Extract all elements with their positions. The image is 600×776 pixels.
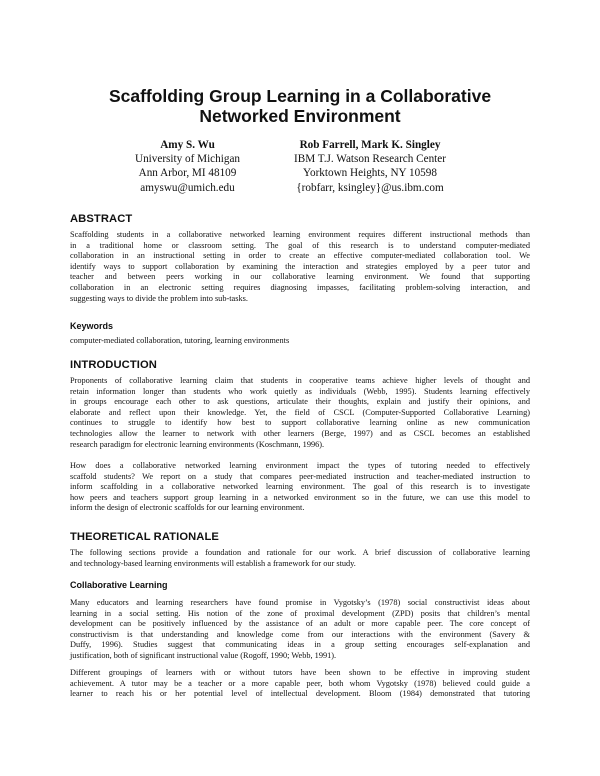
author-affiliation: University of Michigan <box>134 153 241 166</box>
text-line: The following sections provide a foundation and rationale for our work. A brief discussion of collaborative learning <box>70 548 530 557</box>
author-email: amyswu@umich.edu <box>140 181 235 194</box>
abstract-paragraph <box>70 230 530 304</box>
paper-title <box>60 86 540 126</box>
theory-heading: THEORETICAL RATIONALE <box>70 531 219 543</box>
text-line: elaborate and reflect upon their knowledge. Yet, the field of CSCL (Computer-Supported Collaborative Learning) <box>70 407 530 417</box>
text-line: learning in a social setting. His notion of the zone of proximal development (ZPD) posits that children’s mental <box>70 608 530 618</box>
keywords-text: computer-mediated collaboration, tutoring, learning environments <box>70 336 290 345</box>
author-email: {robfarr, ksingley}@us.ibm.com <box>296 181 444 194</box>
text-line: suggesting ways to divide the problem into sub-tasks. <box>70 293 248 303</box>
text-line: Scaffolding students in a collaborative networked learning environment requires different instructional methods than <box>70 230 530 239</box>
collab-paragraph-1 <box>70 598 530 662</box>
text-line: teacher and between peers working in our collaborative learning environment. We found that supporting <box>70 272 530 282</box>
text-line: in groups encourage each other to ask questions, articulate their thoughts, explain and justify their opinions, and <box>70 397 530 407</box>
text-line: constructivism is that understanding and knowledge come from our interactions with the environment (Savery & <box>70 629 530 639</box>
author-2 <box>255 138 485 195</box>
text-line: learner to reach his or her potential level of intellectual development. Bloom (1984) demonstrated that tutoring <box>70 689 530 699</box>
text-line: Duffy, 1996). Studies suggest that communicating ideas in a group setting encourages self-explanation and <box>70 640 530 650</box>
author-1 <box>120 138 255 195</box>
text-line: continues to struggle to identify how best to support collaborative learning online as new communication <box>70 418 530 428</box>
introduction-paragraph-2 <box>70 461 530 514</box>
text-line: inform scaffolding in a collaborative networked learning environment. The goal of this research is to investigate <box>70 482 530 492</box>
author-address: Yorktown Heights, NY 10598 <box>303 167 437 180</box>
text-line: and technology-based learning environments will establish a framework for our study. <box>70 558 356 568</box>
text-line: retain information longer than students who work quietly as individuals (Webb, 1995). Students learning effectively <box>70 386 530 396</box>
text-line: Different groupings of learners with or without tutors have been shown to be effective in improving student <box>70 668 530 677</box>
text-line: justification, both of significant instructional value (Rogoff, 1990; Webb, 1991). <box>70 650 337 660</box>
abstract-heading: ABSTRACT <box>70 213 133 225</box>
collaborative-learning-heading: Collaborative Learning <box>70 580 168 590</box>
text-line: How does a collaborative networked learning environment impact the types of tutoring needed to effectively <box>70 461 530 470</box>
text-line: in a traditional home or classroom setting. The goal of this research is to understand computer-mediated <box>70 240 530 250</box>
text-line: Many educators and learning researchers have found promise in Vygotsky’s (1978) social constructivist ideas about <box>70 598 530 607</box>
text-line: inform the design of electronic scaffolds for our learning environment. <box>70 503 305 513</box>
author-name: Amy S. Wu <box>160 139 215 151</box>
title-line: Networked Environment <box>199 106 401 126</box>
text-line: how peers and teachers support group learning in a networked environment so in the future, we can use this model to <box>70 492 530 502</box>
text-line: collaboration in an instructional setting in order to create an effective computer-mediated collaboration tool. We <box>70 251 530 261</box>
keywords-heading: Keywords <box>70 321 114 331</box>
text-line: Proponents of collaborative learning claim that students in cooperative teams achieve higher levels of thought and <box>70 376 530 385</box>
title-line: Scaffolding Group Learning in a Collaborative <box>108 86 492 106</box>
text-line: research paradigm for electronic learning environments (Koschmann, 1996). <box>70 439 325 449</box>
collab-paragraph-2 <box>70 668 530 700</box>
text-line: identify ways to support collaboration by examining the interaction and strategies employed by a peer tutor and <box>70 261 530 271</box>
text-line: collaboration in an electronic setting requires diagnosing impasses, facilitating problem-solving interaction, and <box>70 282 530 292</box>
author-name: Rob Farrell, Mark K. Singley <box>299 139 441 151</box>
author-address: Ann Arbor, MI 48109 <box>138 167 237 180</box>
text-line: development can be positively influenced by the assistance of an adult or more capable peer. The core concept of <box>70 619 530 629</box>
text-line: technologies allow the learner to network with other learners (Berge, 1997) and as CSCL becomes an established <box>70 428 530 438</box>
text-line: achievement. A tutor may be a teacher or a more capable peer, both whom Vygotsky (1978) believed could guide a <box>70 678 530 688</box>
author-affiliation: IBM T.J. Watson Research Center <box>294 153 446 166</box>
text-line: scaffold students? We report on a study that compares peer-mediated instruction and teacher-mediated instruction to <box>70 471 530 481</box>
introduction-heading: INTRODUCTION <box>70 359 157 371</box>
introduction-paragraph-1 <box>70 376 530 450</box>
theory-paragraph <box>70 548 530 569</box>
